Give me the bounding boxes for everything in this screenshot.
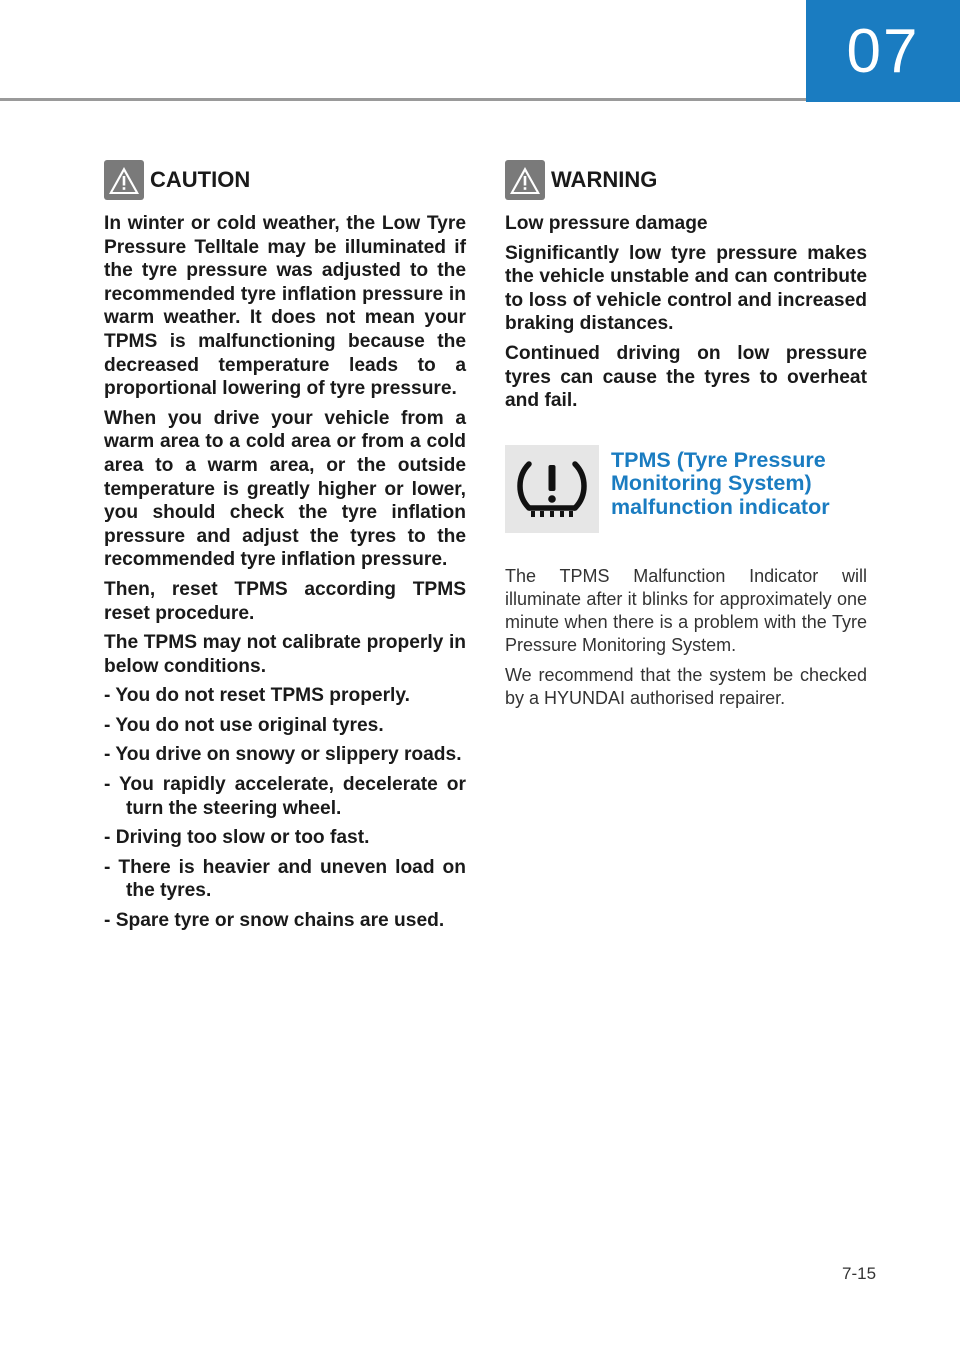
tpms-paragraph: We recommend that the system be checked by a HYUNDAI authorised repairer.: [505, 664, 867, 708]
caution-bullet: - Driving too slow or too fast.: [104, 827, 370, 849]
tpms-warning-icon: [513, 452, 591, 526]
right-column: [505, 160, 867, 717]
warning-paragraph: Continued driving on low pressure tyres can cause the tyres to overheat and fail.: [505, 342, 867, 412]
caution-bullet: - You do not use original tyres.: [104, 714, 384, 736]
tpms-section-header: [505, 445, 867, 533]
caution-title: CAUTION: [150, 167, 251, 192]
warning-heading: [505, 160, 867, 200]
tpms-icon-box: [505, 445, 599, 533]
caution-paragraph: Then, reset TPMS according TPMS reset procedure.: [104, 578, 466, 624]
page-number: 7-15: [842, 1264, 877, 1283]
tpms-section-body: [505, 565, 867, 710]
caution-bullet: - Spare tyre or snow chains are used.: [104, 910, 445, 932]
chapter-tab: [806, 0, 960, 102]
caution-bullet: - You drive on snowy or slippery roads.: [104, 744, 462, 766]
caution-warning-icon: [104, 160, 144, 200]
caution-bullet: - You rapidly accelerate, decelerate or turn the steering wheel.: [104, 774, 466, 819]
caution-paragraph: When you drive your vehicle from a warm area to a cold area or from a cold area to a warm area, or the outside temperature is greatly higher or lower, you should check the tyre inflation pressure and adjust the tyres to the recommended tyre inflation pressure.: [104, 407, 466, 571]
tpms-section-title: TPMS (Tyre Pressure Monitoring System) malfunction indicator: [611, 447, 830, 519]
caution-bullet: - There is heavier and uneven load on the tyres.: [104, 856, 466, 902]
warning-paragraph: Significantly low tyre pressure makes the vehicle unstable and can contribute to loss of vehicle control and increased braking distances.: [505, 242, 867, 335]
caution-paragraph: The TPMS may not calibrate properly in below conditions.: [104, 632, 466, 677]
chapter-number: 07: [846, 16, 920, 86]
warning-subtitle: Low pressure damage: [505, 213, 708, 234]
caution-heading: [104, 160, 466, 200]
warning-title: WARNING: [551, 167, 658, 192]
caution-paragraph: In winter or cold weather, the Low Tyre Pressure Telltale may be illuminated if the tyre pressure was adjusted to the recommended tyre inflation pressure in warm weather. It does not mean your TPMS is malfunctioning because the decreased temperature leads to a proportional lowering of tyre pressure.: [104, 213, 466, 400]
caution-box: [104, 160, 466, 939]
tpms-paragraph: The TPMS Malfunction Indicator will illuminate after it blinks for approximately one minute when there is a problem with the Tyre Pressure Monitoring System.: [505, 565, 867, 655]
warning-icon: [505, 160, 545, 200]
header-rule: [0, 98, 806, 101]
caution-bullet: - You do not reset TPMS properly.: [104, 685, 410, 707]
